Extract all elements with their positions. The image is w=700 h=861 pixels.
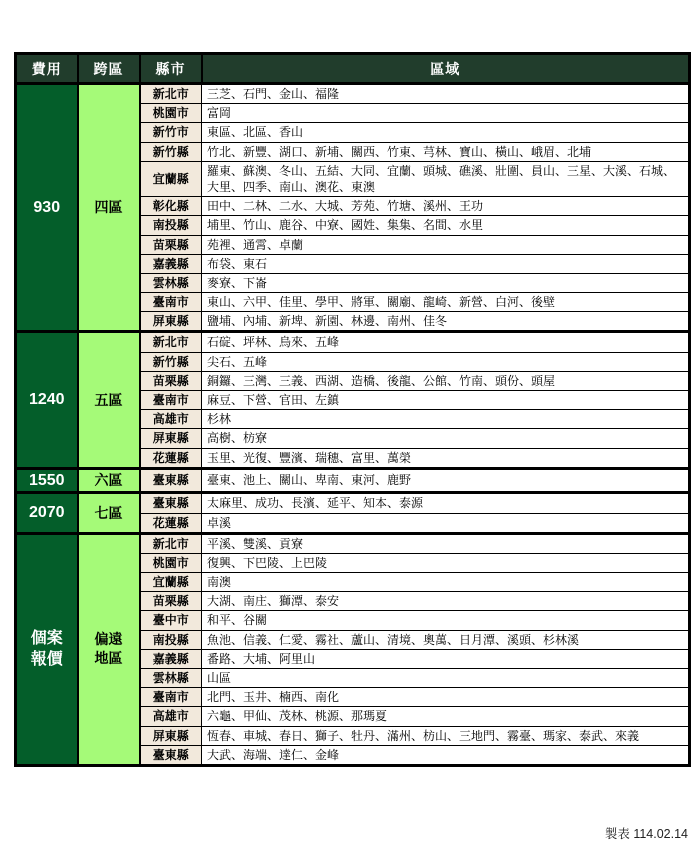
areas-cell: 魚池、信義、仁愛、霧社、蘆山、清境、奧萬、日月潭、溪頭、杉林溪 [202,630,690,649]
table-row [16,468,690,493]
fee-cell-case-quote: 個案報價 [16,533,78,765]
areas-cell: 玉里、光復、豐濱、瑞穗、富里、萬榮 [202,448,690,468]
county-cell: 花蓮縣 [140,513,202,533]
areas-cell: 尖石、五峰 [202,352,690,371]
county-cell: 南投縣 [140,630,202,649]
county-cell: 桃園市 [140,104,202,123]
areas-cell: 三芝、石門、金山、福隆 [202,84,690,104]
col-header-county: 縣市 [140,54,202,84]
zone-cell-five: 五區 [78,332,140,468]
county-cell: 嘉義縣 [140,649,202,668]
col-header-zone: 跨區 [78,54,140,84]
areas-cell: 布袋、東石 [202,254,690,273]
areas-cell: 大湖、南庄、獅潭、泰安 [202,592,690,611]
col-header-fee: 費用 [16,54,78,84]
areas-cell: 平溪、雙溪、貢寮 [202,533,690,553]
county-cell: 臺東縣 [140,493,202,513]
county-cell: 高雄市 [140,707,202,726]
county-cell: 苗栗縣 [140,592,202,611]
header-row [16,54,690,84]
areas-cell: 臺東、池上、關山、卑南、東河、鹿野 [202,468,690,493]
col-header-region: 區域 [202,54,690,84]
areas-cell: 北門、玉井、楠西、南化 [202,688,690,707]
fee-cell-2070: 2070 [16,493,78,533]
areas-cell: 南澳 [202,573,690,592]
fee-cell-930: 930 [16,84,78,332]
county-cell: 新竹縣 [140,352,202,371]
zone-cell-six: 六區 [78,468,140,493]
areas-cell: 六龜、甲仙、茂林、桃源、那瑪夏 [202,707,690,726]
county-cell: 新竹市 [140,123,202,142]
zone-cell-four: 四區 [78,84,140,332]
county-cell: 新北市 [140,533,202,553]
county-cell: 臺中市 [140,611,202,630]
table-date-note: 製表 114.02.14 [604,827,688,841]
areas-cell: 山區 [202,669,690,688]
areas-cell: 羅東、蘇澳、冬山、五結、大同、宜蘭、頭城、礁溪、壯圍、員山、三星、大溪、石城、大里、四季、南山、澳花、東澳 [202,161,690,196]
county-cell: 臺南市 [140,391,202,410]
areas-cell: 太麻里、成功、長濱、延平、知本、泰源 [202,493,690,513]
county-cell: 屏東縣 [140,429,202,448]
county-cell: 高雄市 [140,410,202,429]
areas-cell: 埔里、竹山、鹿谷、中寮、國姓、集集、名間、水里 [202,216,690,235]
areas-cell: 恆春、車城、春日、獅子、牡丹、滿州、枋山、三地門、霧臺、瑪家、泰武、來義 [202,726,690,745]
areas-cell: 和平、谷關 [202,611,690,630]
table-row [16,332,690,352]
county-cell: 新北市 [140,84,202,104]
areas-cell: 番路、大埔、阿里山 [202,649,690,668]
county-cell: 南投縣 [140,216,202,235]
areas-cell: 麻豆、下營、官田、左鎮 [202,391,690,410]
areas-cell: 竹北、新豐、湖口、新埔、關西、竹東、芎林、寶山、橫山、峨眉、北埔 [202,142,690,161]
areas-cell: 卓溪 [202,513,690,533]
areas-cell: 苑裡、通霄、卓蘭 [202,235,690,254]
county-cell: 宜蘭縣 [140,161,202,196]
table-row [16,84,690,104]
zone-cell-seven: 七區 [78,493,140,533]
county-cell: 雲林縣 [140,273,202,292]
county-cell: 宜蘭縣 [140,573,202,592]
areas-cell: 高樹、枋寮 [202,429,690,448]
county-cell: 苗栗縣 [140,235,202,254]
county-cell: 臺南市 [140,688,202,707]
county-cell: 臺東縣 [140,468,202,493]
table-row [16,493,690,513]
county-cell: 屏東縣 [140,726,202,745]
areas-cell: 田中、二林、二水、大城、芳苑、竹塘、溪州、王功 [202,197,690,216]
fee-cell-1550: 1550 [16,468,78,493]
county-cell: 彰化縣 [140,197,202,216]
areas-cell: 麥寮、下崙 [202,273,690,292]
areas-cell: 鹽埔、內埔、新埤、新園、林邊、南州、佳冬 [202,312,690,332]
county-cell: 屏東縣 [140,312,202,332]
areas-cell: 石碇、坪林、烏來、五峰 [202,332,690,352]
areas-cell: 東山、六甲、佳里、學甲、將軍、關廟、龍崎、新營、白河、後壁 [202,293,690,312]
zone-cell-remote: 偏遠地區 [78,533,140,765]
county-cell: 臺東縣 [140,745,202,765]
county-cell: 新竹縣 [140,142,202,161]
county-cell: 花蓮縣 [140,448,202,468]
areas-cell: 復興、下巴陵、上巴陵 [202,553,690,572]
county-cell: 桃園市 [140,553,202,572]
fee-cell-1240: 1240 [16,332,78,468]
shipping-fee-zone-table [14,52,691,767]
county-cell: 嘉義縣 [140,254,202,273]
county-cell: 臺南市 [140,293,202,312]
areas-cell: 杉林 [202,410,690,429]
areas-cell: 大武、海端、達仁、金峰 [202,745,690,765]
areas-cell: 東區、北區、香山 [202,123,690,142]
areas-cell: 富岡 [202,104,690,123]
county-cell: 新北市 [140,332,202,352]
county-cell: 雲林縣 [140,669,202,688]
county-cell: 苗栗縣 [140,371,202,390]
table-row [16,533,690,553]
areas-cell: 銅鑼、三灣、三義、西湖、造橋、後龍、公館、竹南、頭份、頭屋 [202,371,690,390]
